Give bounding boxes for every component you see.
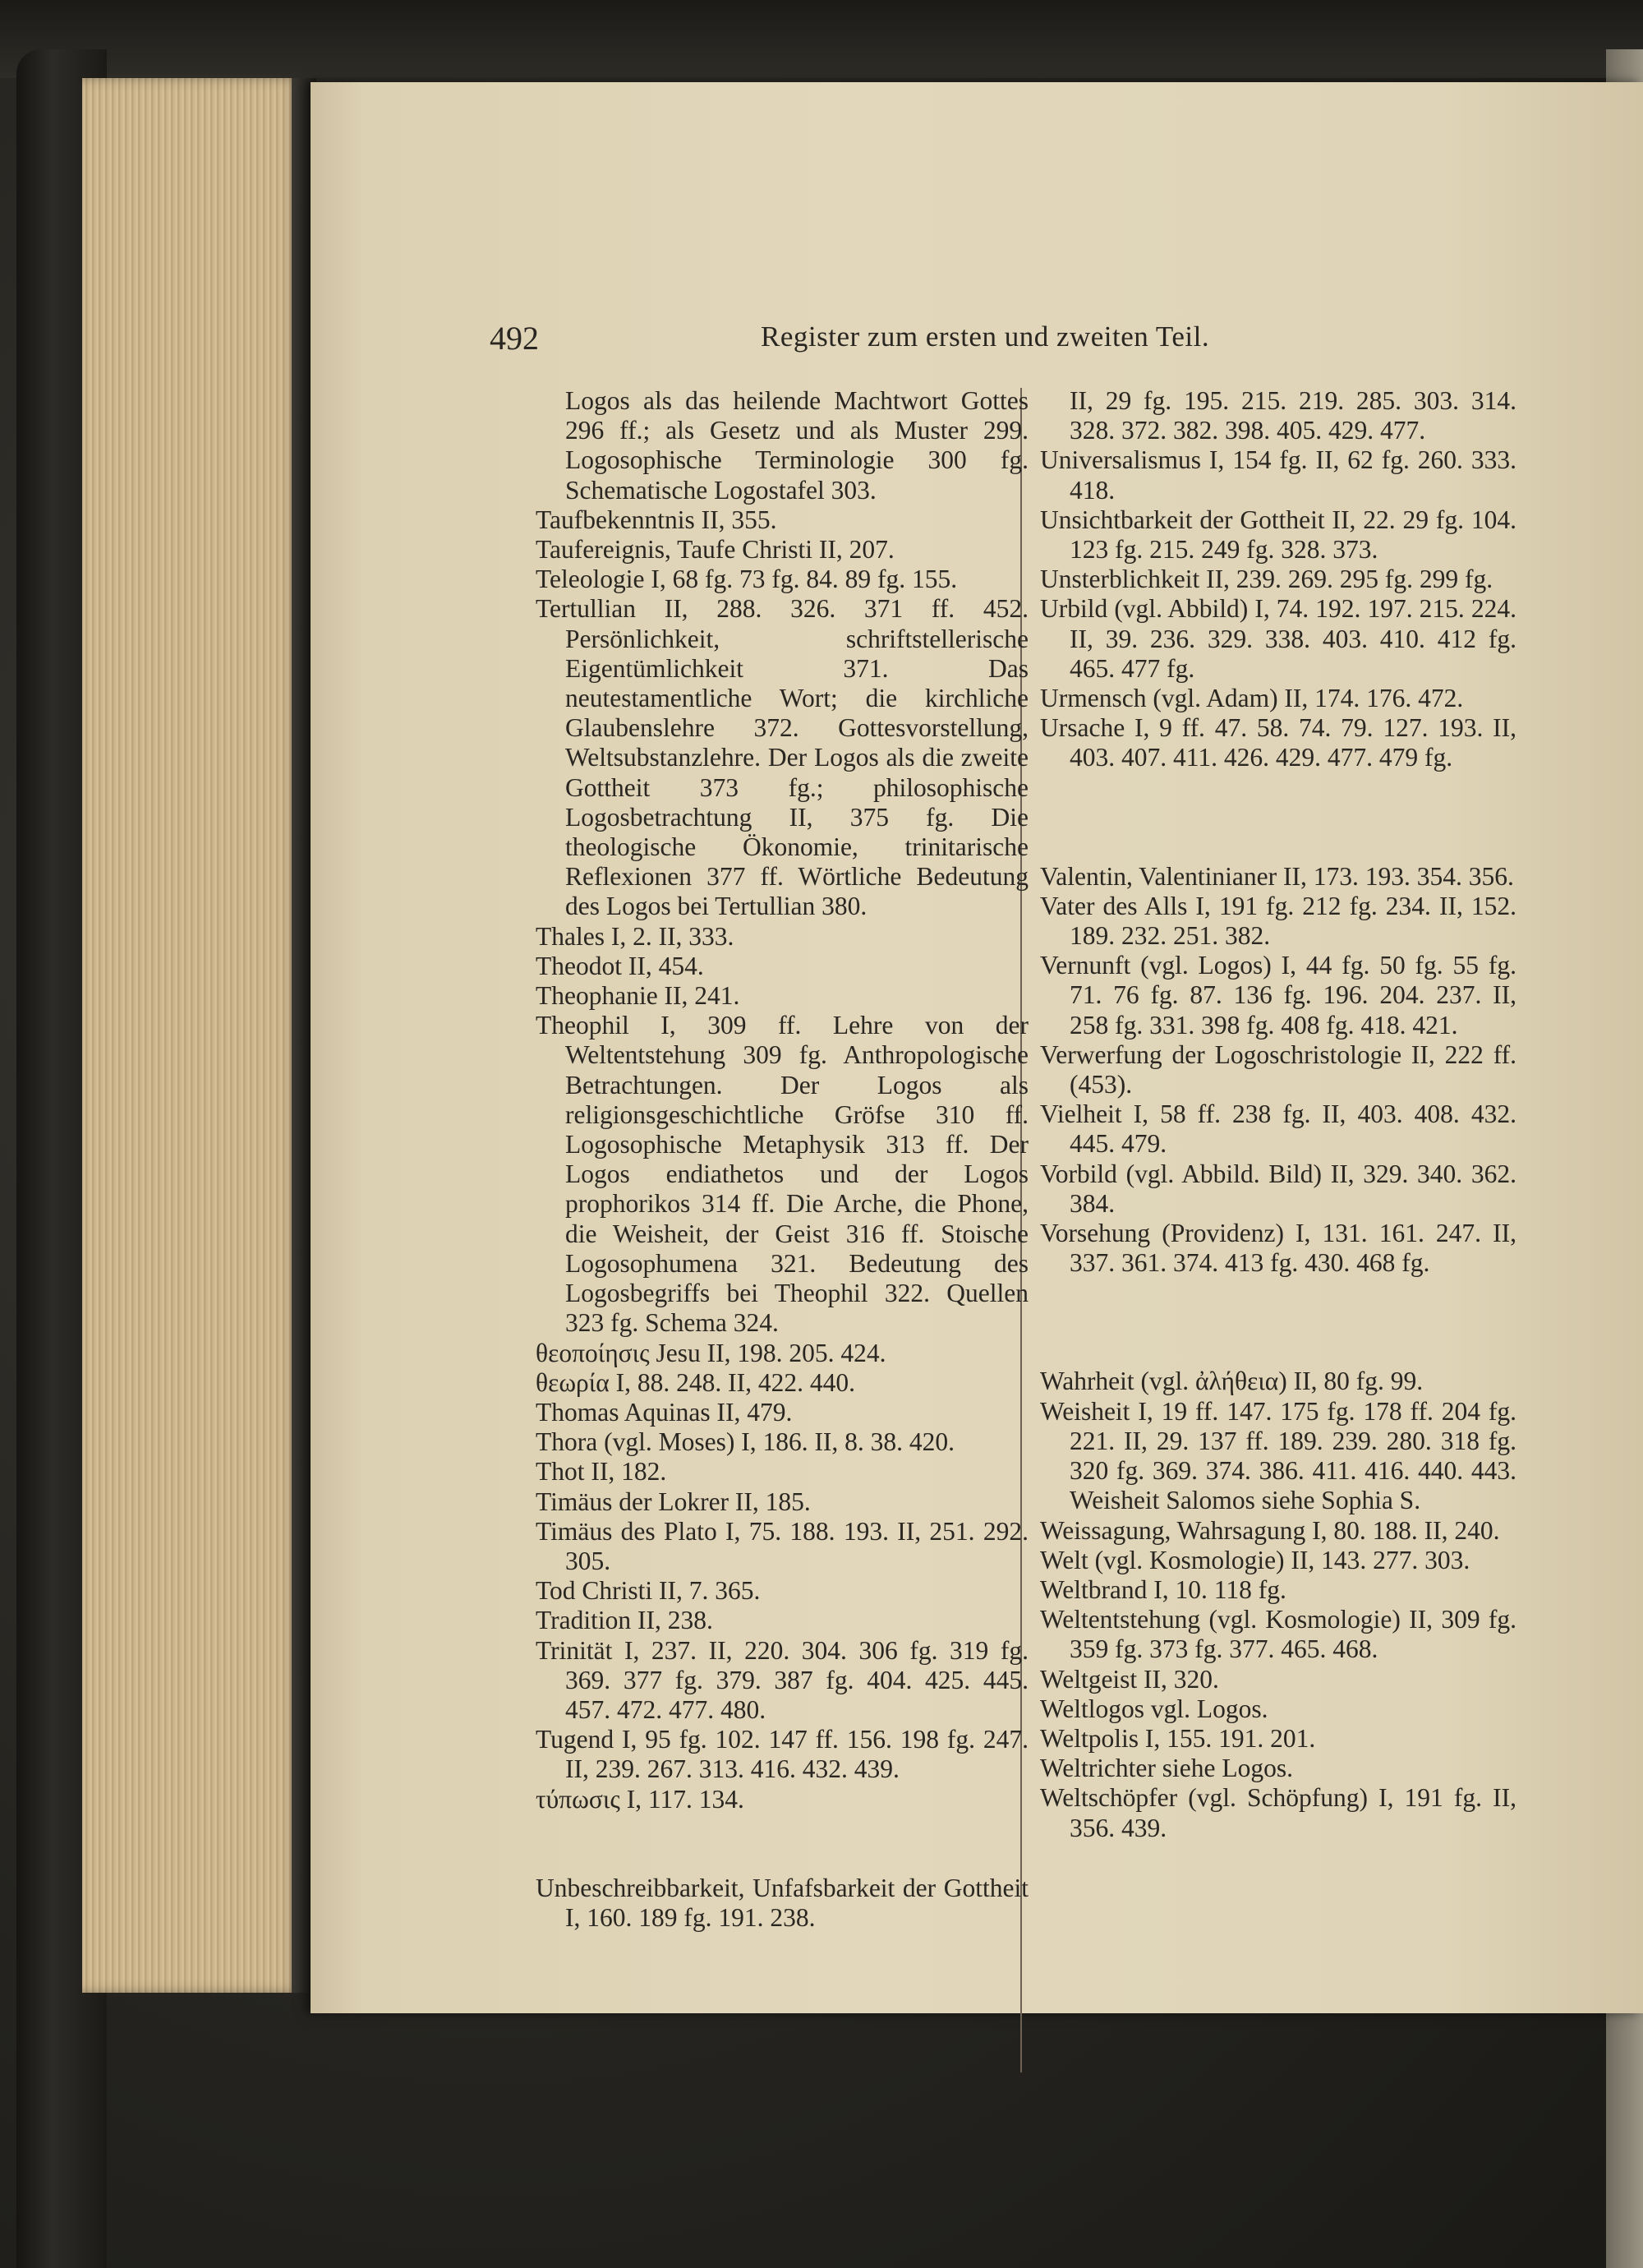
page-header [311, 319, 1643, 360]
index-entry: Tod Christi II, 7. 365. [536, 1576, 761, 1606]
index-entry: Weltgeist II, 320. [1040, 1664, 1219, 1694]
index-entry: θεοποίησις Jesu II, 198. 205. 424. [536, 1338, 886, 1367]
index-entry: Taufereignis, Taufe Christi II, 207. [536, 535, 895, 565]
index-entry: Thales I, 2. II, 333. [536, 921, 734, 951]
index-entry: Unsterblichkeit II, 239. 269. 295 fg. 299 fg. [1040, 565, 1493, 594]
index-entry: Thora (vgl. Moses) I, 186. II, 8. 38. 420. [536, 1427, 955, 1457]
index-entry: Teleologie I, 68 fg. 73 fg. 84. 89 fg. 155. [536, 565, 958, 594]
index-entry: Welt (vgl. Kosmologie) II, 143. 277. 303. [1040, 1545, 1470, 1574]
page-number: 492 [490, 320, 539, 357]
index-entry: Logos als das heilende Machtwort Gottes 296 ff.; als Gesetz und als Muster 299. Logosophische Terminologie 300 fg. Schematische Logostafel 303. [565, 386, 1029, 505]
index-entry: Ursache I, 9 ff. 47. 58. 74. 79. 127. 193. II, 403. 407. 411. 426. 429. 477. 479 fg. [1040, 713, 1516, 772]
section-gap [536, 1814, 1029, 1874]
book-page [311, 82, 1643, 2013]
index-entry: Weltrichter siehe Logos. [1040, 1754, 1293, 1783]
book-cover-top [0, 0, 1643, 78]
index-entry: Taufbekenntnis II, 355. [536, 505, 777, 534]
index-entry: Theodot II, 454. [536, 951, 704, 980]
index-entry: Verwerfung der Logoschristologie II, 222 ff. (453). [1040, 1040, 1516, 1099]
index-entry: Weltbrand I, 10. 118 fg. [1040, 1574, 1286, 1604]
index-entry: Urbild (vgl. Abbild) I, 74. 192. 197. 215. 224. II, 39. 236. 329. 338. 403. 410. 412 fg. 465. 477 fg. [1040, 594, 1516, 683]
index-entry: Tradition II, 238. [536, 1606, 713, 1635]
index-entry: Weissagung, Wahrsagung I, 80. 188. II, 240. [1040, 1515, 1500, 1545]
index-column-left [536, 386, 1029, 1933]
index-entry: Vorbild (vgl. Abbild. Bild) II, 329. 340. 362. 384. [1040, 1159, 1516, 1218]
index-entry: Unbeschreibbarkeit, Unfafsbarkeit der Gottheit I, 160. 189 fg. 191. 238. [536, 1873, 1029, 1932]
index-entry: Thot II, 182. [536, 1457, 667, 1487]
index-entry: Weltlogos vgl. Logos. [1040, 1694, 1268, 1723]
index-entry: Vater des Alls I, 191 fg. 212 fg. 234. II, 152. 189. 232. 251. 382. [1040, 891, 1516, 951]
index-entry: Tertullian II, 288. 326. 371 ff. 452. Persönlichkeit, schriftstellerische Eigentümlichkeit 371. Das neutestamentliche Wort; die kirchliche Glaubenslehre 372. Gottesvorstellung, Weltsubstanzlehre. Der Logos als die zweite Gottheit 373 fg.; philosophische Logosbetrachtung II, 375 fg. Die theologische Ökonomie, trinitarische Reflexionen 377 ff. Wörtliche Bedeutung des Logos bei Tertullian 380. [536, 594, 1029, 921]
index-entry: Weltschöpfer (vgl. Schöpfung) I, 191 fg. II, 356. 439. [1040, 1783, 1516, 1842]
index-entry: Weltpolis I, 155. 191. 201. [1040, 1723, 1316, 1753]
index-entry: τύπωσις I, 117. 134. [536, 1784, 744, 1814]
section-gap [1040, 773, 1516, 862]
index-entry: Wahrheit (vgl. ἀλήθεια) II, 80 fg. 99. [1040, 1367, 1424, 1396]
section-gap [1040, 1278, 1516, 1367]
index-entry: II, 29 fg. 195. 215. 219. 285. 303. 314. 328. 372. 382. 398. 405. 429. 477. [1070, 386, 1516, 445]
index-entry: Timäus der Lokrer II, 185. [536, 1487, 811, 1516]
index-entry: Theophil I, 309 ff. Lehre von der Weltentstehung 309 fg. Anthropologische Betrachtungen. Der Logos als religionsgeschichtliche Gröfse 310 ff. Logosophische Metaphysik 313 ff. Der Logos endiathetos und der Logos prophorikos 314 ff. Die Arche, die Phone, die Weisheit, der Geist 316 ff. Stoische Logosophumena 321. Bedeutung des Logosbegriffs bei Theophil 322. Quellen 323 fg. Schema 324. [536, 1011, 1029, 1338]
index-entry: Thomas Aquinas II, 479. [536, 1397, 793, 1427]
index-entry: Trinität I, 237. II, 220. 304. 306 fg. 319 fg. 369. 377 fg. 379. 387 fg. 404. 425. 445. 457. 472. 477. 480. [536, 1635, 1029, 1724]
index-entry: Valentin, Valentinianer II, 173. 193. 354. 356. [1040, 861, 1514, 891]
index-entry: Timäus des Plato I, 75. 188. 193. II, 251. 292. 305. [536, 1516, 1029, 1575]
index-entry: Urmensch (vgl. Adam) II, 174. 176. 472. [1040, 684, 1464, 713]
index-entry: Theophanie II, 241. [536, 981, 740, 1011]
index-entry: Universalismus I, 154 fg. II, 62 fg. 260. 333. 418. [1040, 445, 1516, 505]
index-entry: Vorsehung (Providenz) I, 131. 161. 247. II, 337. 361. 374. 413 fg. 430. 468 fg. [1040, 1219, 1516, 1278]
index-entry: θεωρία I, 88. 248. II, 422. 440. [536, 1367, 855, 1397]
index-entry: Unsichtbarkeit der Gottheit II, 22. 29 fg. 104. 123 fg. 215. 249 fg. 328. 373. [1040, 505, 1516, 565]
page-stack-edge [82, 78, 300, 1993]
index-entry: Vernunft (vgl. Logos) I, 44 fg. 50 fg. 55 fg. 71. 76 fg. 87. 136 fg. 196. 204. 237. II, 258 fg. 331. 398 fg. 408 fg. 418. 421. [1040, 951, 1516, 1040]
index-entry: Weltentstehung (vgl. Kosmologie) II, 309 fg. 359 fg. 373 fg. 377. 465. 468. [1040, 1605, 1516, 1664]
index-entry: Tugend I, 95 fg. 102. 147 ff. 156. 198 fg. 247. II, 239. 267. 313. 416. 432. 439. [536, 1725, 1029, 1784]
index-entry: Weisheit I, 19 ff. 147. 175 fg. 178 ff. 204 fg. 221. II, 29. 137 ff. 189. 239. 280. 318 fg. 320 fg. 369. 374. 386. 411. 416. 440. 443. Weisheit Salomos siehe Sophia S. [1040, 1396, 1516, 1515]
index-column-right [1040, 386, 1516, 1843]
running-head: Register zum ersten und zweiten Teil. [761, 320, 1210, 353]
index-entry: Vielheit I, 58 ff. 238 fg. II, 403. 408. 432. 445. 479. [1040, 1099, 1516, 1159]
